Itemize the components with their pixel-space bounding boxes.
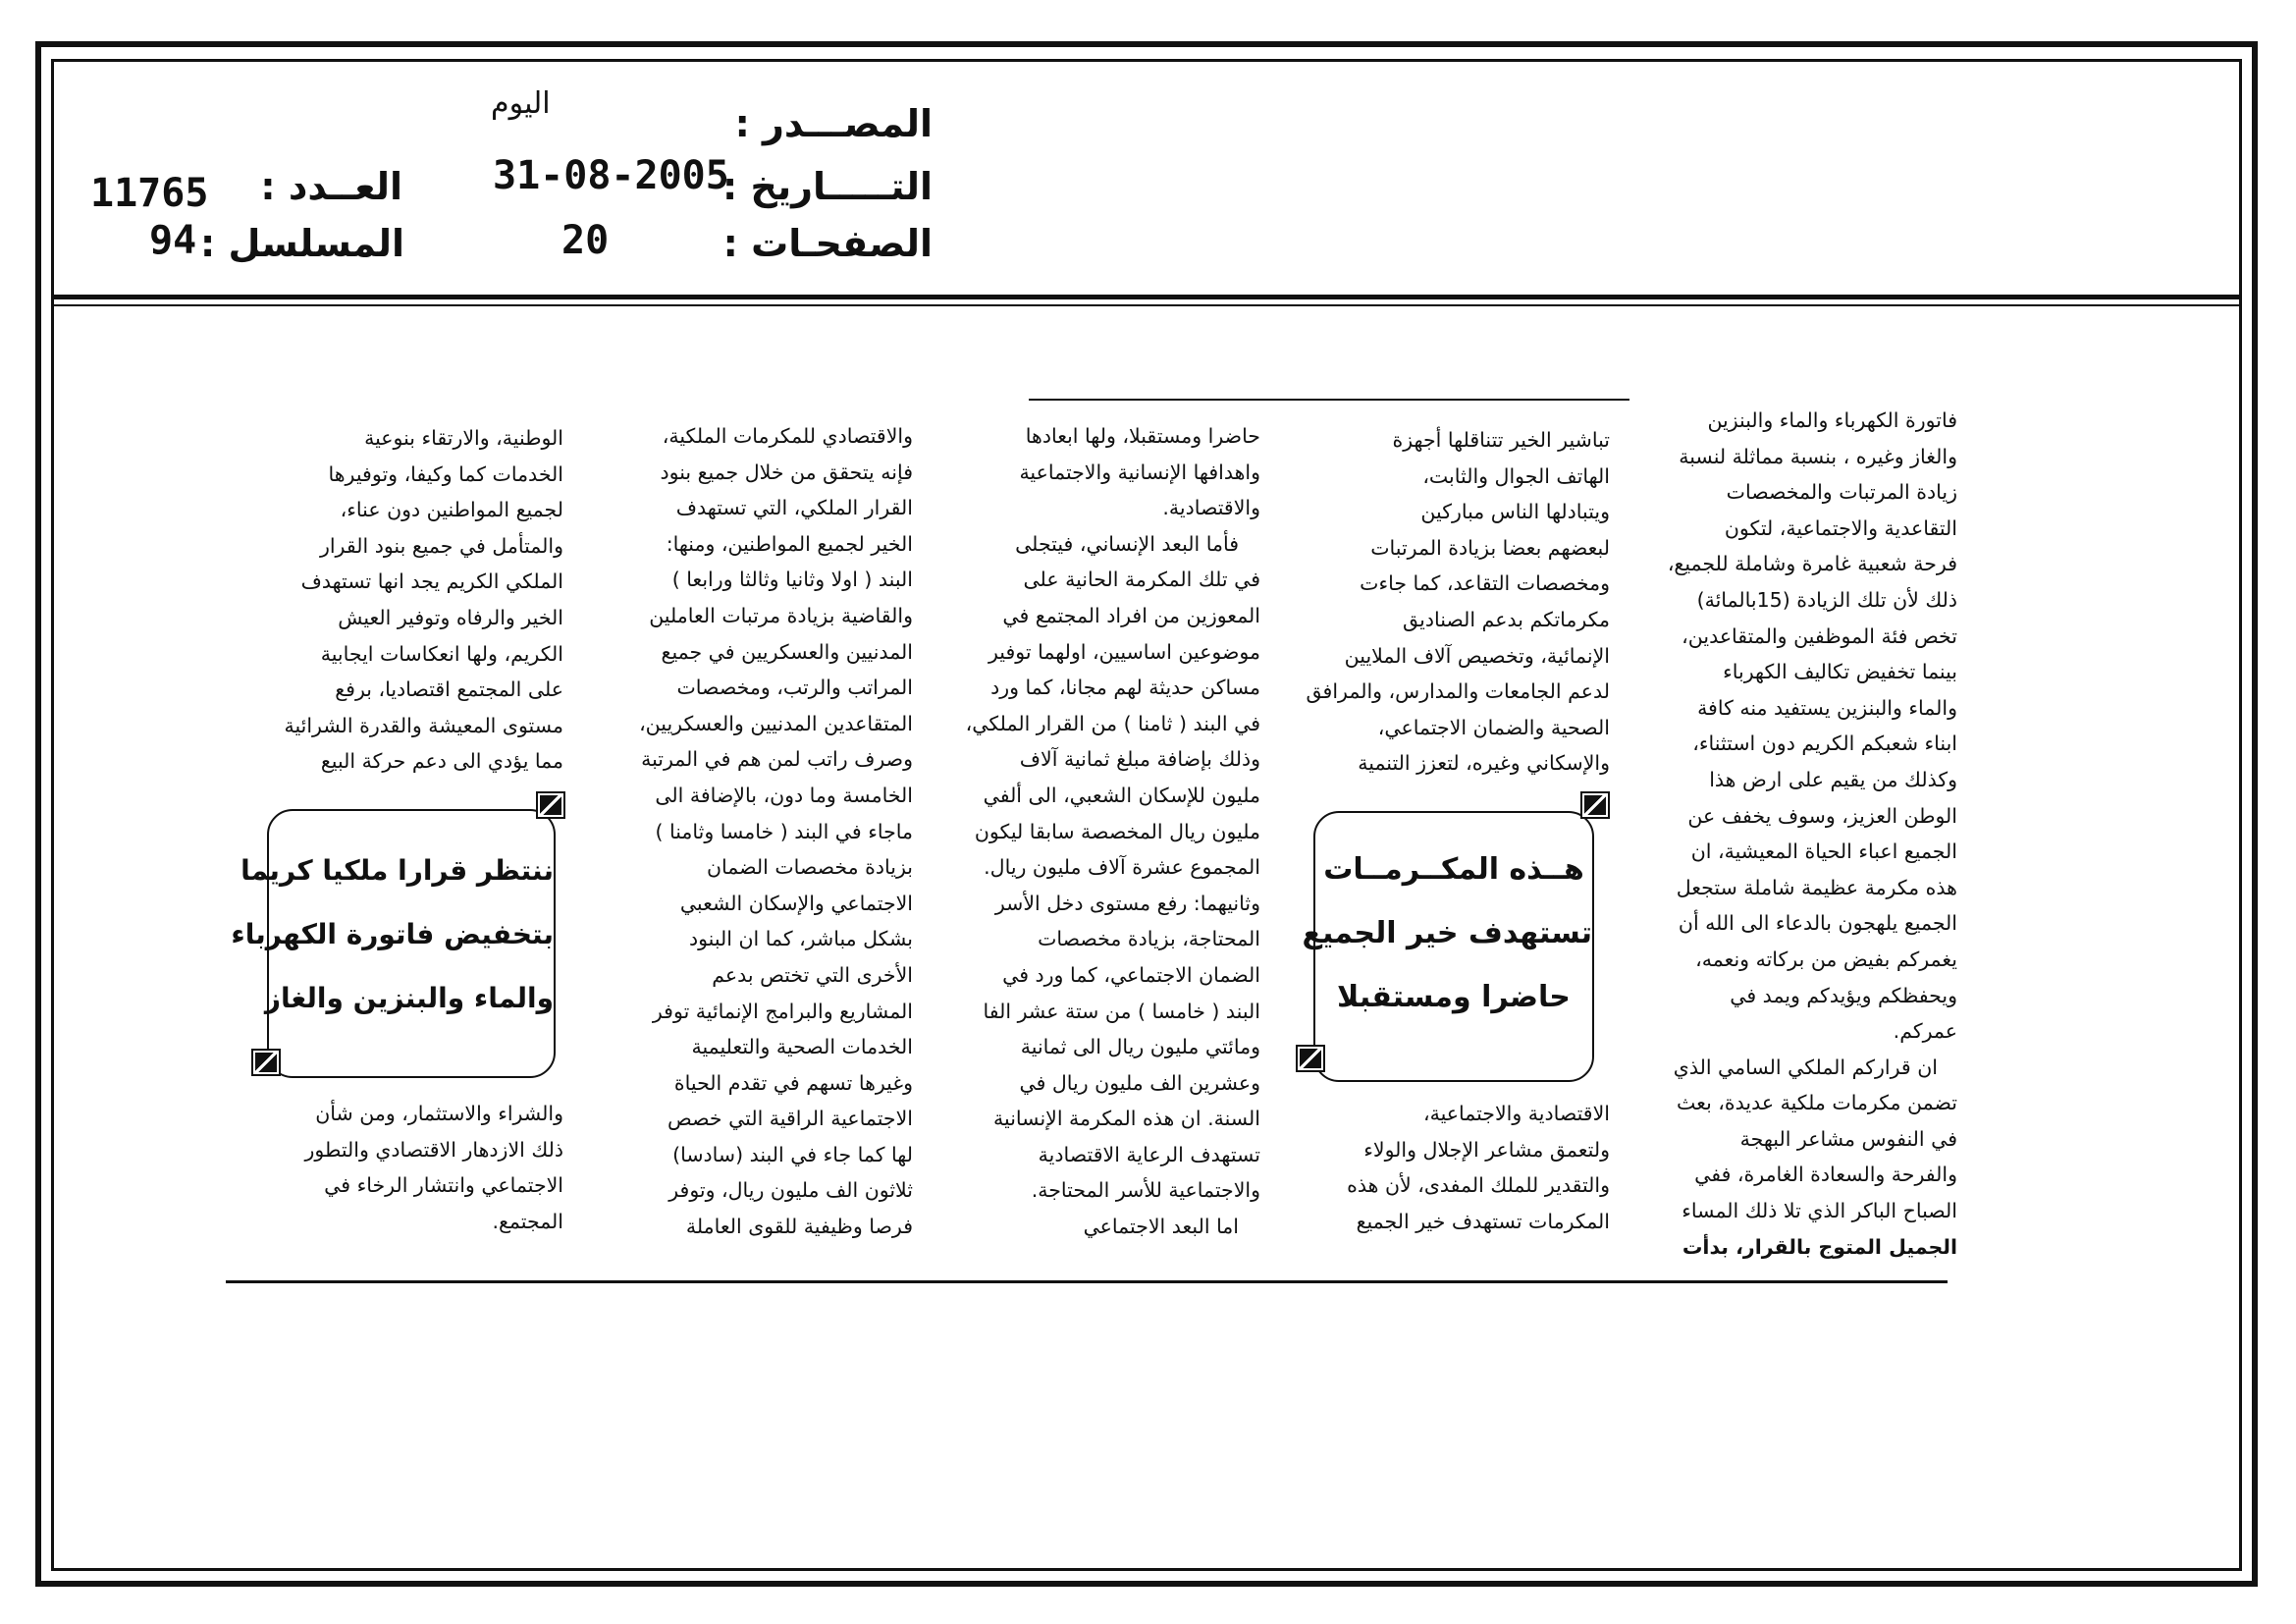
column-line: لها كما جاء في البند (سادسا) [672,1142,913,1166]
column-line: تباشير الخير تتناقلها أجهزة [1392,428,1610,452]
column-line: والاقتصادي للمكرمات الملكية، [662,424,913,448]
column-line: مستوى المعيشة والقدرة الشرائية [284,713,563,737]
column-line: الخير لجميع المواطنين، ومنها: [666,531,913,556]
column-line: بشكل مباشر، كما ان البنود [688,927,913,951]
column-line: عمركم. [1893,1019,1957,1044]
pullquote-line: حاضرا ومستقبلا [1337,980,1571,1014]
column-line: الكريم، ولها انعكاسات ايجابية [320,641,563,666]
column-line: ويتبادلها الناس مباركين [1420,500,1610,524]
pullquote-line: ننتظر قرارا ملكيا كريما [240,854,554,887]
column-line: على المجتمع اقتصاديا، برفع [335,677,563,702]
column-line: وعشرين الف مليون ريال في [1019,1070,1260,1095]
article-column-1 [1622,403,1957,1265]
column-line: لجميع المواطنين دون عناء، [340,498,563,522]
column-line: الوطن العزيز، وسوف يخفف عن [1687,803,1957,828]
column-line: تخص فئة الموظفين والمتقاعدين، [1682,623,1957,648]
column-line: الخدمات الصحية والتعليمية [691,1035,913,1059]
column-line: الصباح الباكر الذي تلا ذلك المساء [1682,1199,1957,1223]
column-line: الاجتماعية الراقية التي خصص [667,1107,913,1131]
corner-mark-icon [536,791,565,819]
header-divider-thin [51,304,2242,306]
column-line: والمتأمل في جميع بنود القرار [319,533,563,558]
source-value: اليوم [491,86,551,121]
column-line: مليون ريال المخصصة سابقا ليكون [974,819,1260,843]
column-line: الاجتماعي والإسكان الشعبي [679,891,913,915]
column-line: المجموع عشرة آلاف مليون ريال. [984,855,1260,880]
column-line: الملكي الكريم يجد انها تستهدف [300,569,563,594]
column-line: السنة. ان هذه المكرمة الإنسانية [993,1107,1260,1131]
column-line: فأما البعد الإنساني، فيتجلى [1015,531,1239,556]
serial-label: المسلسل : [200,222,404,265]
column-line: المحتاجة، بزيادة مخصصات [1038,927,1260,951]
column-line: في البند ( ثامنا ) من القرار الملكي، [965,711,1260,735]
header-divider [51,295,2242,299]
column-line: والقاضية بزيادة مرتبات العاملين [649,603,913,627]
column-line: هذه مكرمة عظيمة شاملة ستجعل [1676,875,1957,899]
pullquote-1 [1302,811,1594,1082]
article-column-2-continued [1294,1096,1610,1239]
column-line: حاضرا ومستقبلا، ولها ابعادها [1025,424,1260,448]
column-line: الخدمات كما وكيفا، وتوفيرها [328,461,563,486]
column-line: فاتورة الكهرباء والماء والبنزين [1707,408,1957,432]
pullquote-line: والماء والبنزين والغاز [264,982,554,1014]
column-line: مكرماتكم بدعم الصناديق [1403,607,1610,631]
article-column-3 [944,418,1260,1245]
column-line: الجميع يلهجون بالدعاء الى الله أن [1678,911,1957,936]
column-line: بزيادة مخصصات الضمان [706,855,913,880]
column-line: في تلك المكرمة الحانية على [1023,568,1260,592]
article-column-5-continued [247,1096,563,1239]
column-line: ثلاثون الف مليون ريال، وتوفر [668,1178,913,1203]
article-column-4 [597,418,913,1245]
column-line: والاقتصادية. [1162,496,1260,520]
column-line: الجميل المتوج بالقرار، بدأت [1682,1234,1957,1259]
column-line: زيادة المرتبات والمخصصات [1726,480,1957,505]
column-line: المتقاعدين المدنيين والعسكريين، [639,711,913,735]
column-line: لدعم الجامعات والمدارس، والمرافق [1306,679,1610,704]
column-line: المشاريع والبرامج الإنمائية توفر [652,999,913,1023]
column-line: ولتعمق مشاعر الإجلال والولاء [1363,1137,1610,1162]
column-line: والتقدير للملك المفدى، لأن هذه [1347,1173,1610,1198]
pages-value: 20 [561,218,610,263]
issue-value: 11765 [90,171,209,216]
column-line: المراتب والرتب، ومخصصات [676,676,913,700]
column-line: فرصا وظيفية للقوى العاملة [685,1215,913,1239]
column-line: الاجتماعي وانتشار الرخاء في [324,1173,563,1198]
column-line: ذلك الازدهار الاقتصادي والتطور [304,1137,563,1162]
corner-mark-icon [251,1049,281,1076]
column-line: الصحية والضمان الاجتماعي، [1377,715,1610,739]
column-line: الخامسة وما دون، بالإضافة الى [655,783,913,807]
pullquote-2 [231,809,556,1078]
column-line: والغاز وغيره ، بنسبة مماثلة لنسبة [1679,444,1957,468]
column-line: والماء والبنزين يستفيد منه كافة [1697,695,1957,720]
column-line: اما البعد الاجتماعي [1083,1215,1239,1239]
column-line: وذلك بإضافة مبلغ ثمانية آلاف [1019,747,1260,772]
column-line: وكذلك من يقيم على ارض هذا [1709,767,1957,791]
column-line: ان قراركم الملكي السامي الذي [1673,1055,1938,1079]
column-line: المدنيين والعسكريين في جميع [661,639,913,664]
column-line: المعوزين من افراد المجتمع في [1002,603,1260,627]
column-line: الجميع اعباء الحياة المعيشية، ان [1690,839,1957,864]
bottom-article-rule [226,1280,1948,1283]
date-value: 31-08-2005 [493,153,729,198]
column-line: والشراء والاستثمار، ومن شأن [315,1102,563,1125]
top-column-rule [1029,399,1629,401]
issue-label: العــدد : [260,165,402,208]
article-column-2 [1294,422,1610,782]
serial-value: 94 [149,218,197,263]
column-line: ابناء شعبكم الكريم دون استثناء، [1692,731,1957,756]
pullquote-line: تستهدف خير الجميع [1302,916,1592,950]
pages-label: الصفحـات : [722,222,933,265]
column-line: الهاتف الجوال والثابت، [1422,463,1610,488]
column-line: الأخرى التي تختص بدعم [712,962,913,987]
column-line: واهدافها الإنسانية والاجتماعية [1019,460,1260,484]
column-line: ويحفظكم ويؤيدكم ويمد في [1730,983,1957,1007]
column-line: الإنمائية، وتخصيص آلاف الملايين [1344,643,1610,668]
corner-mark-icon [1296,1045,1325,1072]
column-line: في النفوس مشاعر البهجة [1739,1126,1957,1151]
column-line: البند ( خامسا ) من ستة عشر الفا [983,999,1260,1023]
column-line: فرحة شعبية غامرة وشاملة للجميع، [1667,552,1957,576]
source-label: المصـــدر : [734,102,933,145]
column-line: مساكن حديثة لهم مجانا، كما ورد [990,676,1260,700]
article-column-5 [247,420,563,780]
column-line: تضمن مكرمات ملكية عديدة، بعث [1677,1091,1957,1115]
column-line: يغمركم بفيض من بركاته ونعمه، [1695,947,1957,971]
column-line: وثانيهما: رفع مستوى دخل الأسر [994,891,1260,915]
column-line: الاقتصادية والاجتماعية، [1422,1102,1610,1125]
column-line: الخير والرفاه وتوفير العيش [338,605,563,629]
corner-mark-icon [1580,791,1610,819]
column-line: المجتمع. [492,1209,563,1233]
column-line: والاجتماعية للأسر المحتاجة. [1031,1178,1260,1203]
column-line: موضوعين اساسيين، اولهما توفير [988,639,1260,664]
column-line: ماجاء في البند ( خامسا وثامنا ) [655,819,913,843]
column-line: البند ( اولا وثانيا وثالثا ورابعا ) [671,568,913,592]
column-line: ومائتي مليون ريال الى ثمانية [1020,1035,1260,1059]
column-line: تستهدف الرعاية الاقتصادية [1038,1142,1260,1166]
column-line: مليون للإسكان الشعبي، الى ألفي [983,783,1260,807]
column-line: والفرحة والسعادة الغامرة، ففي [1694,1163,1957,1187]
column-line: وصرف راتب لمن هم في المرتبة [641,747,913,772]
column-line: لبعضهم بعضا بزيادة المرتبات [1370,535,1610,560]
column-line: القرار الملكي، التي تستهدف [675,496,913,520]
column-line: مما يؤدي الى دعم حركة البيع [320,749,563,774]
column-line: ذلك لأن تلك الزيادة (15بالمائة) [1696,587,1957,612]
date-label: التـــــاريخ : [722,165,933,208]
column-line: المكرمات تستهدف خير الجميع [1356,1209,1610,1233]
column-line: فإنه يتحقق من خلال جميع بنود [660,460,913,484]
pullquote-line: هــذه المكــرمــات [1323,852,1584,887]
column-line: الوطنية، والارتقاء بنوعية [364,426,563,450]
column-line: بينما تخفيض تكاليف الكهرباء [1723,660,1957,684]
column-line: ومخصصات التقاعد، كما جاءت [1360,571,1610,596]
column-line: التقاعدية والاجتماعية، لتكون [1724,515,1957,540]
column-line: والإسكاني وغيره، لتعزز التنمية [1358,751,1610,776]
pullquote-line: بتخفيض فاتورة الكهرباء [231,918,554,950]
column-line: الضمان الاجتماعي، كما ورد في [1002,962,1260,987]
column-line: وغيرها تسهم في تقدم الحياة [673,1070,913,1095]
